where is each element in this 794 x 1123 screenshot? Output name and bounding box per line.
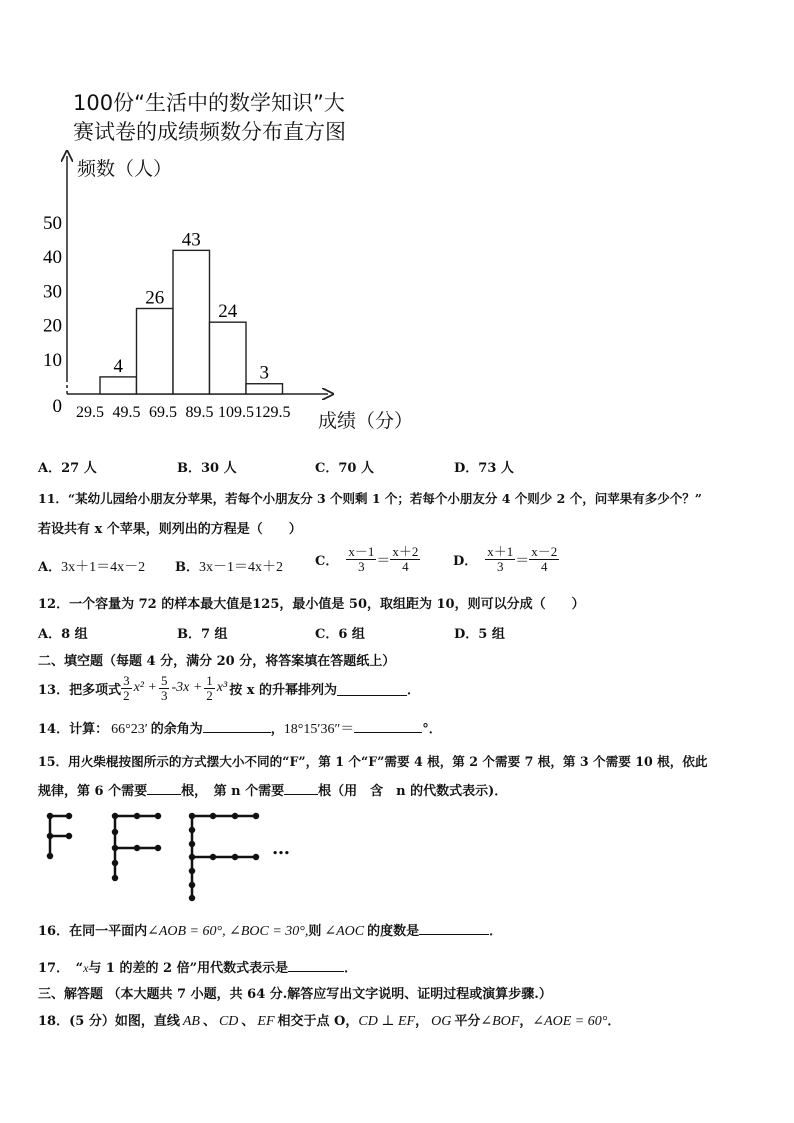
histogram-chart	[0, 150, 440, 440]
q15-stem-line1: 15．用火柴棍按图所示的方式摆大小不同的“F”，第 1 个“F”需要 4 根，第 2 个需要 7 根，第 3 个需要 10 根，依此	[38, 754, 708, 769]
q11-option-d: D． $\frac{x+1}{3}$ ＝ $\frac{x-2}{4}$	[453, 544, 558, 574]
fraction: $\frac{5}{3}$	[160, 672, 168, 703]
q17-stem: 17． “x与 1 的差的 2 倍”用代数式表示是 ．	[38, 957, 357, 976]
fraction: $\frac{3}{2}$	[123, 672, 130, 703]
answer-blank[interactable]	[288, 957, 344, 972]
x-tick-label: 89.5	[185, 404, 214, 421]
q12-option-c: C．6 组	[315, 627, 365, 642]
q18-stem: 18．(5 分）如图，直线 AB 、 CD 、 EF 相交于点 O，CD ⊥ EF， OG 平分∠BOF，∠AOE = 60°．	[38, 1014, 621, 1029]
q12-stem: 12．一个容量为 72 的样本最大值是125，最小值是 50，取组距为 10，则可以分成（ ）	[38, 597, 585, 612]
q15-stem-line2: 规律，第 6 个需要 根， 第 n 个需要 根（用 含 n 的代数式表示)．	[38, 780, 507, 799]
q11-stem-line1: 11．“某幼儿园给小朋友分苹果，若每个小朋友分 3 个则剩 1 个；若每个小朋友分 4 个则少 2 个，问苹果有多少个？”	[38, 491, 702, 506]
answer-blank[interactable]	[284, 780, 318, 795]
y-tick-label: 40	[43, 247, 62, 269]
x-tick-label: 129.5	[254, 404, 291, 421]
fraction: $\frac{x+1}{3}$	[487, 544, 514, 574]
bar-value-label: 24	[218, 301, 238, 323]
q10-option-c: C．70 人	[315, 461, 374, 476]
q12-option-d: D．5 组	[454, 627, 505, 642]
matchstick-f-figures	[40, 808, 340, 908]
x-tick-label: 109.5	[218, 404, 254, 421]
q13-stem: 13．把多项式 $\frac{3}{2}$ x² + $\frac{5}{3}$ -3x + $\frac{1}{2}$ x³ 按 x 的升幂排列为 ．	[38, 672, 421, 703]
q10-option-d: D．73 人	[454, 461, 514, 476]
matchstick-f-3	[190, 814, 258, 900]
chart-title-line2: 赛试卷的成绩频数分布直方图	[73, 120, 346, 144]
q12-option-b: B．7 组	[177, 627, 228, 642]
histogram-bar	[210, 322, 247, 394]
answer-blank[interactable]	[354, 718, 422, 733]
section-3-heading: 三、解答题 （本大题共 7 小题，共 64 分.解答应写出文字说明、证明过程或演算步骤.）	[38, 987, 552, 1002]
q10-option-b: B．30 人	[177, 461, 237, 476]
x-tick-label: 49.5	[112, 404, 141, 421]
q14-stem: 14．计算： 66°23′ 的余角为 ，18°15′36″＝ °．	[38, 718, 442, 738]
continuation-dots: …	[272, 838, 290, 859]
answer-blank[interactable]	[337, 681, 407, 696]
x-tick-label: 69.5	[149, 404, 177, 421]
bar-value-label: 3	[259, 362, 269, 384]
q16-stem: 16．在同一平面内∠AOB = 60°, ∠BOC = 30°,则 ∠AOC 的度数是 ．	[38, 920, 502, 940]
y-tick-label: 20	[43, 315, 62, 337]
histogram-bar	[137, 309, 174, 395]
bar-value-label: 26	[145, 287, 165, 309]
q12-option-a: A．8 组	[38, 627, 88, 642]
chart-ylabel: 频数（人）	[77, 158, 173, 180]
y-tick-label: 30	[43, 281, 62, 303]
bar-value-label: 4	[113, 355, 123, 377]
matchstick-f-1	[48, 814, 71, 858]
fraction: $\frac{x+2}{4}$	[392, 544, 419, 574]
q10-option-a: A．27 人	[38, 461, 97, 476]
q11-option-c: C． $\frac{x-1}{3}$ ＝ $\frac{x+2}{4}$	[315, 544, 419, 574]
q11-option-a: A．3x＋1＝4x－2	[38, 560, 146, 575]
histogram-bar	[100, 377, 137, 394]
matchstick-f-2	[113, 814, 160, 880]
histogram-bar	[173, 250, 210, 394]
y-tick-label: 50	[43, 213, 62, 234]
q11-stem-line2: 若设共有 x 个苹果，则列出的方程是（ ）	[38, 522, 302, 537]
section-2-heading: 二、填空题（每题 4 分，满分 20 分，将答案填在答题纸上）	[38, 654, 396, 669]
answer-blank[interactable]	[147, 780, 181, 795]
fraction: $\frac{1}{2}$	[206, 672, 213, 703]
histogram-bar	[246, 384, 283, 394]
fraction: $\frac{x-1}{3}$	[348, 544, 375, 574]
x-tick-label: 29.5	[76, 404, 104, 421]
q11-option-b: B．3x－1＝4x＋2	[175, 560, 283, 575]
chart-title-line1: 100份“生活中的数学知识”大	[73, 91, 345, 115]
answer-blank[interactable]	[419, 920, 489, 935]
chart-xlabel: 成绩（分）	[318, 410, 414, 432]
y-tick-label: 10	[43, 349, 62, 371]
fraction: $\frac{x-2}{4}$	[531, 544, 558, 574]
bar-value-label: 43	[181, 229, 201, 251]
y-tick-label: 0	[52, 396, 62, 417]
answer-blank[interactable]	[203, 718, 271, 733]
